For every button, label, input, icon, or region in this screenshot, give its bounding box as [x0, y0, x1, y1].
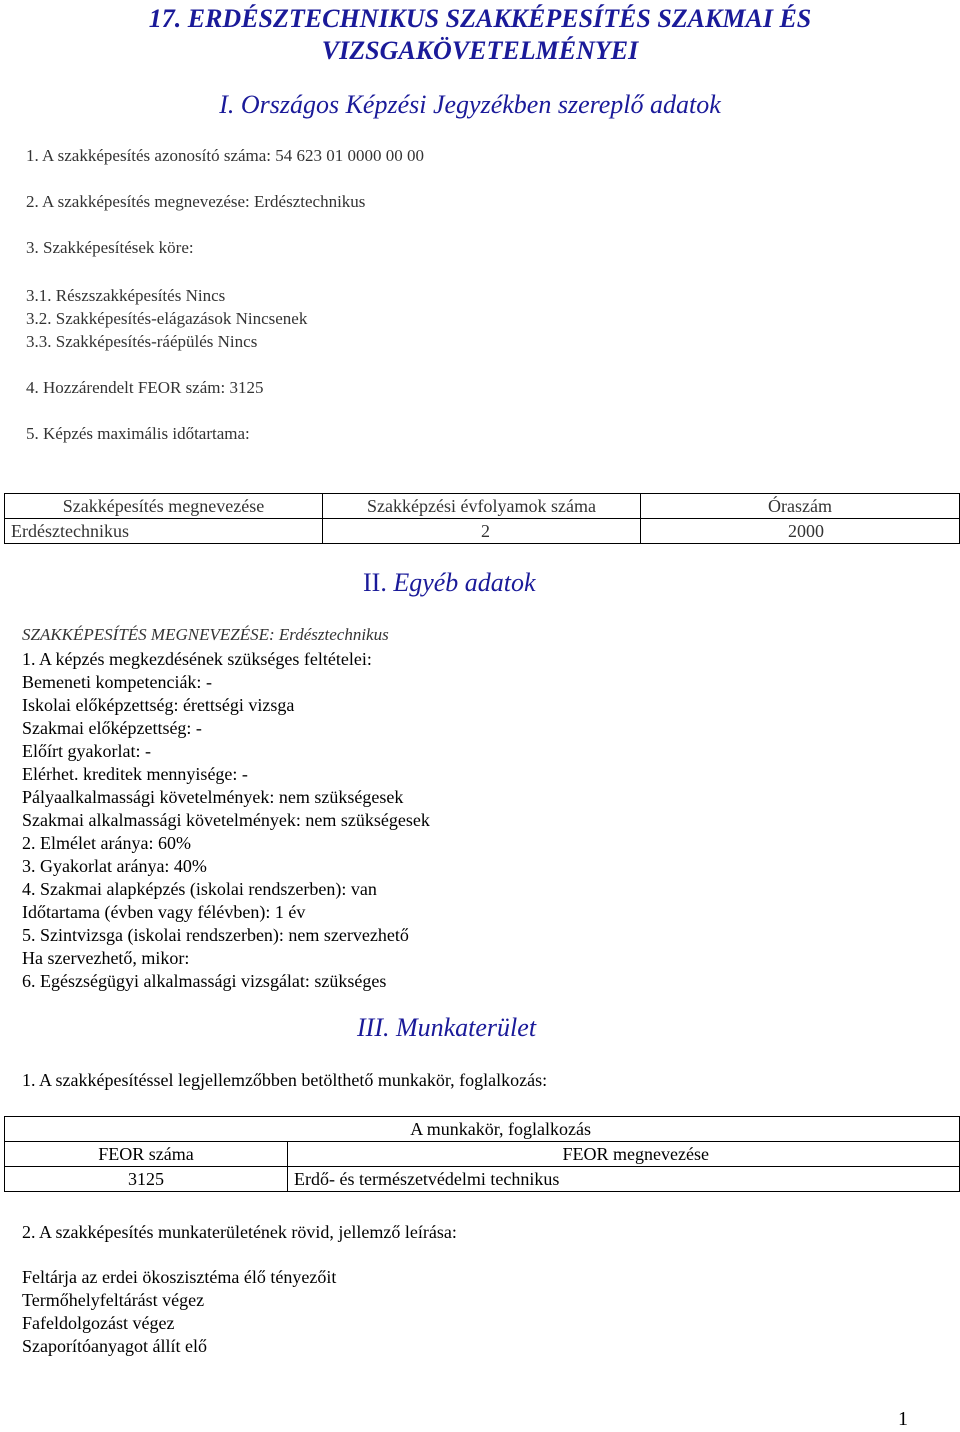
item-branches: 3.2. Szakképesítés-elágazások Nincsenek — [26, 309, 308, 328]
list-item: Bemeneti kompetenciák: - — [22, 672, 212, 692]
header-cell: Óraszám — [641, 494, 960, 519]
header-cell: Szakképesítés megnevezése — [5, 494, 323, 519]
section2-subtitle: SZAKKÉPESÍTÉS MEGNEVEZÉSE: Erdésztechnikus — [22, 625, 389, 644]
list-item: Fafeldolgozást végez — [22, 1313, 175, 1333]
list-item: Ha szervezhető, mikor: — [22, 948, 190, 968]
list-item: Időtartama (évben vagy félévben): 1 év — [22, 902, 306, 922]
table-cell: Erdő- és természetvédelmi technikus — [288, 1167, 960, 1192]
list-item: Feltárja az erdei ökoszisztéma élő tényezőit — [22, 1267, 337, 1287]
list-item: Szakmai előképzettség: - — [22, 718, 202, 738]
header-cell: Szakképzési évfolyamok száma — [323, 494, 641, 519]
list-item: Elérhet. kreditek mennyisége: - — [22, 764, 248, 784]
section1-title: I. Országos Képzési Jegyzékben szereplő adatok — [219, 90, 721, 119]
list-item: 5. Szintvizsga (iskolai rendszerben): nem szervezhető — [22, 925, 409, 945]
list-item: Szakmai alkalmassági követelmények: nem szükségesek — [22, 810, 430, 830]
item-extension: 3.3. Szakképesítés-ráépülés Nincs — [26, 332, 258, 351]
section2-title — [363, 568, 536, 598]
list-item: 3. Gyakorlat aránya: 40% — [22, 856, 207, 876]
table-row — [5, 1167, 960, 1192]
list-item: Termőhelyfeltárást végez — [22, 1290, 205, 1310]
item-name: 2. A szakképesítés megnevezése: Erdésztechnikus — [26, 192, 366, 211]
item-duration: 5. Képzés maximális időtartama: — [26, 424, 250, 443]
table-row — [5, 519, 960, 544]
table-header-row — [5, 1117, 960, 1142]
header-cell: A munkakör, foglalkozás — [5, 1117, 960, 1142]
header-cell: FEOR megnevezése — [288, 1142, 960, 1167]
section3-intro: 1. A szakképesítéssel legjellemzőbben betölthető munkakör, foglalkozás: — [22, 1070, 548, 1090]
table-cell: Erdésztechnikus — [5, 519, 323, 544]
item-feor: 4. Hozzárendelt FEOR szám: 3125 — [26, 378, 264, 397]
table-header-row — [5, 494, 960, 519]
section2-title-text: Egyéb adatok — [393, 568, 536, 597]
table-cell: 2 — [323, 519, 641, 544]
table-cell: 2000 — [641, 519, 960, 544]
header-cell: FEOR száma — [5, 1142, 288, 1167]
list-item: 1. A képzés megkezdésének szükséges feltételei: — [22, 649, 372, 669]
table-header-row — [5, 1142, 960, 1167]
list-item: Szaporítóanyagot állít elő — [22, 1336, 207, 1356]
table-cell: 3125 — [5, 1167, 288, 1192]
section2-roman: II. — [363, 568, 387, 597]
item-scope: 3. Szakképesítések köre: — [26, 238, 194, 257]
list-item: 4. Szakmai alapképzés (iskolai rendszerben): van — [22, 879, 377, 899]
list-item: Pályaalkalmassági követelmények: nem szükségesek — [22, 787, 404, 807]
document-title-line2: VIZSGAKÖVETELMÉNYEI — [321, 36, 639, 65]
item-id-number: 1. A szakképesítés azonosító száma: 54 623 01 0000 00 00 — [26, 146, 425, 165]
list-item: Iskolai előképzettség: érettségi vizsga — [22, 695, 295, 715]
occupation-table — [4, 1116, 960, 1192]
duration-table — [4, 493, 960, 544]
list-item: 2. Elmélet aránya: 60% — [22, 833, 191, 853]
item-partial: 3.1. Részszakképesítés Nincs — [26, 286, 226, 305]
section3-title: III. Munkaterület — [357, 1013, 537, 1042]
task-list — [22, 1266, 336, 1358]
section2-list — [22, 648, 430, 993]
section3-item2: 2. A szakképesítés munkaterületének rövid, jellemző leírása: — [22, 1222, 457, 1242]
list-item: 6. Egészségügyi alkalmassági vizsgálat: szükséges — [22, 971, 387, 991]
page-number: 1 — [898, 1408, 908, 1430]
list-item: Előírt gyakorlat: - — [22, 741, 151, 761]
document-title-line1: 17. ERDÉSZTECHNIKUS SZAKKÉPESÍTÉS SZAKMAI ÉS — [148, 4, 812, 33]
